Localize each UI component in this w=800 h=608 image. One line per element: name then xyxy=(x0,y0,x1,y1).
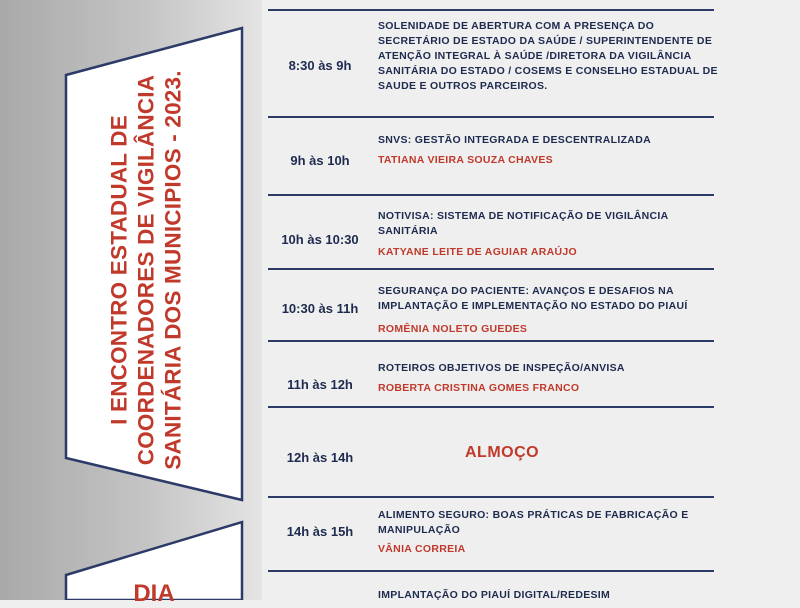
schedule-time: 12h às 14h xyxy=(286,450,354,465)
schedule-title: ALIMENTO SEGURO: BOAS PRÁTICAS DE FABRICAÇÃO E MANIPULAÇÃO xyxy=(378,509,689,536)
schedule-speaker: ROMÊNIA NOLETO GUEDES xyxy=(378,323,528,335)
schedule-title: NOTIVISA: SISTEMA DE NOTIFICAÇÃO DE VIGILÂNCIA SANITÁRIA xyxy=(378,210,669,237)
schedule-speaker: ROBERTA CRISTINA GOMES FRANCO xyxy=(378,382,580,394)
schedule-time: 11h às 12h xyxy=(287,377,353,392)
lunch-label: ALMOÇO xyxy=(465,444,540,461)
schedule-speaker: TATIANA VIEIRA SOUZA CHAVES xyxy=(378,154,553,166)
schedule-time: 10:30 às 11h xyxy=(281,301,359,316)
schedule-speaker: KATYANE LEITE DE AGUIAR ARAÚJO xyxy=(378,246,577,258)
row-divider xyxy=(268,340,714,342)
schedule-title: SOLENIDADE DE ABERTURA COM A PRESENÇA DO SECRETÁRIO DE ESTADO DA SAÚDE / SUPERINTENDENTE DE ATENÇÃO INTEGRAL À SAÚDE /DIRETORA DA VIGILÂNCIA SANITÁRIA DO ESTADO / COSEMS E CONSELHO ESTADUAL DE SAUDE E OUTROS PARCEIROS. xyxy=(378,20,718,92)
row-divider xyxy=(268,570,714,572)
row-divider xyxy=(268,406,714,408)
schedule-time: 10h às 10:30 xyxy=(281,232,359,247)
row-divider xyxy=(268,9,714,11)
row-divider xyxy=(268,496,714,498)
row-divider xyxy=(268,194,714,196)
schedule-time: 9h às 10h xyxy=(290,153,350,168)
schedule-title: SEGURANÇA DO PACIENTE: AVANÇOS E DESAFIOS NA IMPLANTAÇÃO E IMPLEMENTAÇÃO NO ESTADO DO PIAUÍ xyxy=(378,285,688,312)
schedule-title: ROTEIROS OBJETIVOS DE INSPEÇÃO/ANVISA xyxy=(378,362,625,374)
row-divider xyxy=(268,116,714,118)
row-divider xyxy=(268,268,714,270)
schedule-title: SNVS: GESTÃO INTEGRADA E DESCENTRALIZADA xyxy=(378,134,651,146)
schedule-title: IMPLANTAÇÃO DO PIAUÍ DIGITAL/REDESIM xyxy=(378,589,611,601)
day-label: DIA xyxy=(133,580,175,607)
schedule-time: 8:30 às 9h xyxy=(288,58,352,73)
event-title: I ENCONTRO ESTADUAL DE COORDENADORES DE VIGILÂNCIA SANITÁRIA DOS MUNICIPIOS - 2023. xyxy=(106,70,186,470)
schedule-speaker: VÂNIA CORREIA xyxy=(378,543,466,555)
schedule-time: 14h às 15h xyxy=(286,524,354,539)
